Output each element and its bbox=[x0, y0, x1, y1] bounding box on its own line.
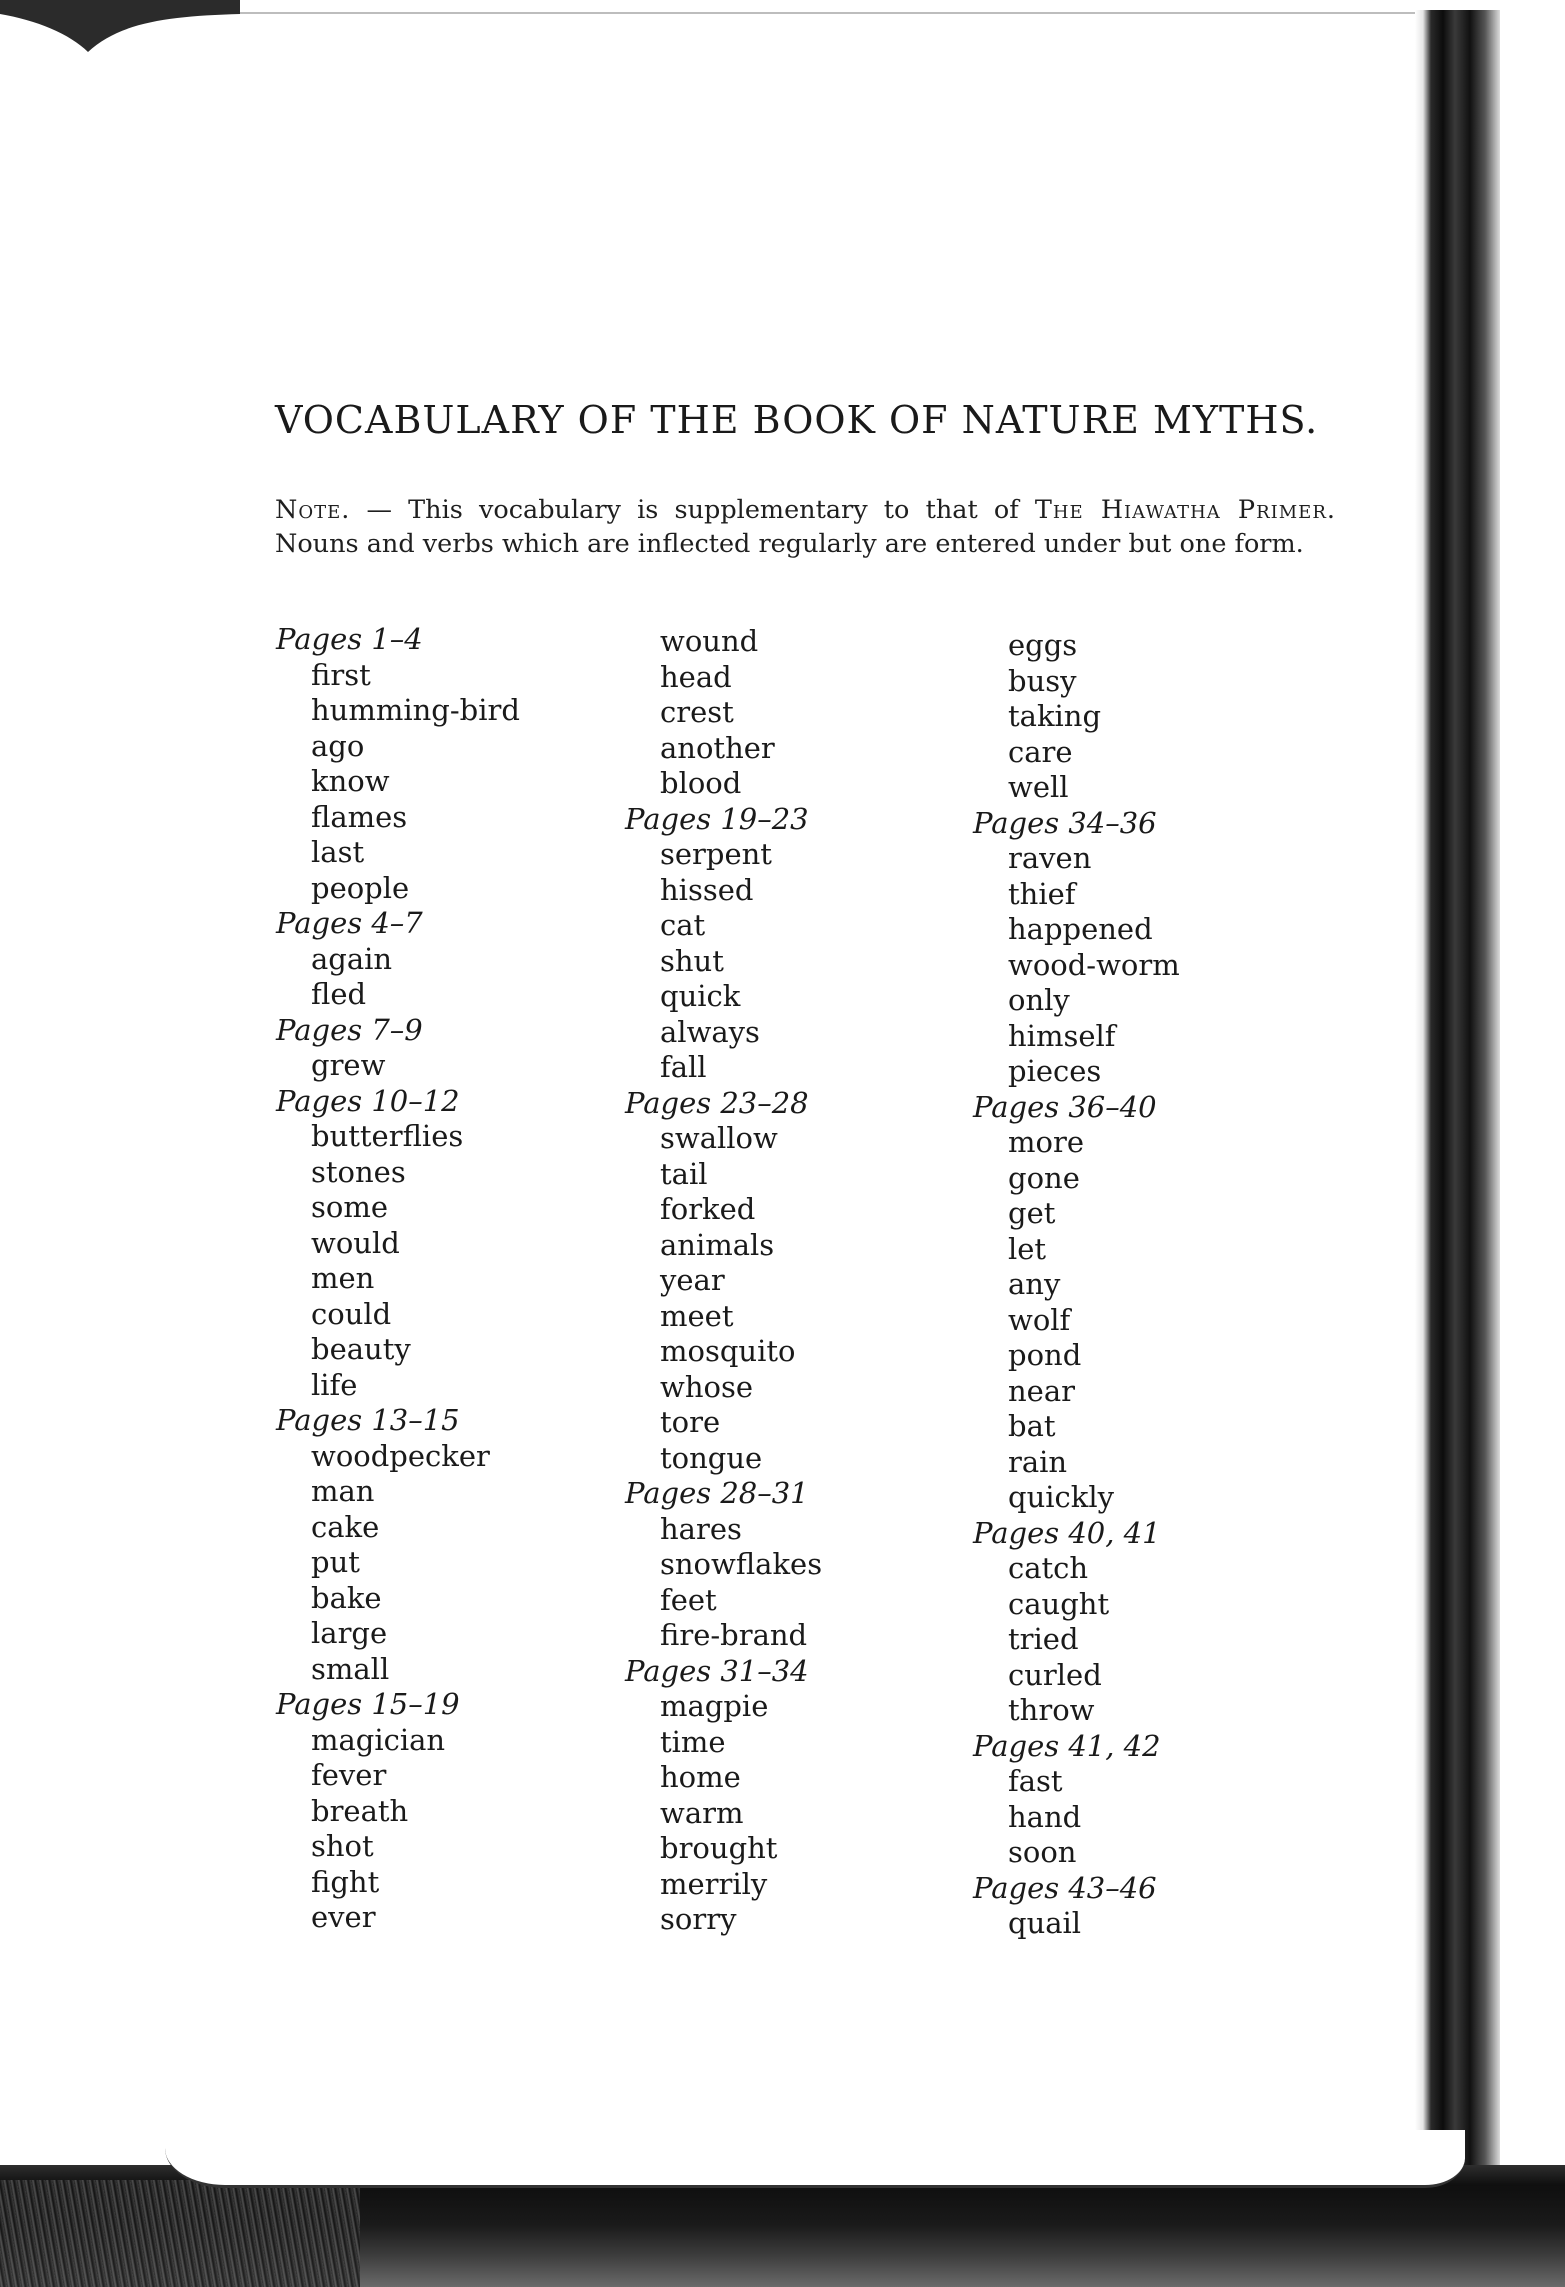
vocabulary-word: men bbox=[311, 1261, 375, 1295]
page-range-heading: Pages 1–4 bbox=[276, 622, 423, 656]
vocabulary-word: swallow bbox=[660, 1121, 778, 1155]
page-range-heading: Pages 31–34 bbox=[625, 1653, 809, 1688]
vocabulary-word: thief bbox=[1008, 876, 1076, 911]
vocabulary-word: happened bbox=[1008, 912, 1153, 946]
vocabulary-word: bat bbox=[1008, 1409, 1056, 1443]
note-label: Note. bbox=[275, 495, 351, 525]
vocabulary-word: man bbox=[311, 1474, 375, 1508]
page-range-heading: Pages 43–46 bbox=[973, 1870, 1157, 1905]
vocabulary-word: fever bbox=[311, 1758, 387, 1792]
page-range-heading: Pages 40, 41 bbox=[973, 1515, 1161, 1550]
vocabulary-word: year bbox=[660, 1263, 725, 1297]
note-paragraph bbox=[275, 493, 1335, 561]
corner-shadow bbox=[0, 0, 240, 60]
book-spine-shadow bbox=[1415, 10, 1500, 2190]
vocabulary-word: taking bbox=[1008, 699, 1102, 733]
vocabulary-word: meet bbox=[660, 1298, 734, 1333]
vocabulary-word: again bbox=[311, 941, 393, 976]
vocabulary-word: hares bbox=[660, 1511, 742, 1546]
scan-noise bbox=[0, 2180, 360, 2287]
vocabulary-word: whose bbox=[660, 1369, 754, 1404]
vocabulary-word: sorry bbox=[660, 1902, 737, 1936]
vocabulary-word: flames bbox=[311, 799, 408, 834]
vocabulary-word: eggs bbox=[1008, 628, 1078, 662]
vocabulary-word: shut bbox=[660, 943, 724, 978]
vocabulary-word: stones bbox=[311, 1154, 406, 1189]
vocabulary-word: well bbox=[1008, 770, 1069, 804]
vocabulary-word: busy bbox=[1008, 663, 1077, 698]
page-range-heading: Pages 13–15 bbox=[276, 1403, 460, 1437]
note-text-after: . Nouns and verbs which are inflected regularly are entered under but one form. bbox=[275, 495, 1335, 559]
vocabulary-word: magician bbox=[311, 1722, 446, 1757]
vocabulary-word: quail bbox=[1008, 1906, 1082, 1940]
vocabulary-column-2 bbox=[625, 624, 822, 1938]
vocabulary-word: himself bbox=[1008, 1018, 1116, 1053]
vocabulary-word: breath bbox=[311, 1793, 409, 1828]
vocabulary-word: put bbox=[311, 1545, 360, 1579]
vocabulary-word: only bbox=[1008, 983, 1070, 1017]
page-range-heading: Pages 36–40 bbox=[973, 1089, 1157, 1124]
vocabulary-word: shot bbox=[311, 1829, 374, 1863]
vocabulary-word: more bbox=[1008, 1125, 1084, 1159]
vocabulary-word: fast bbox=[1008, 1764, 1063, 1798]
vocabulary-word: fled bbox=[311, 977, 367, 1011]
vocabulary-word: hand bbox=[1008, 1799, 1082, 1834]
vocabulary-word: bake bbox=[311, 1580, 382, 1615]
vocabulary-word: first bbox=[311, 657, 371, 692]
vocabulary-word: soon bbox=[1008, 1835, 1077, 1869]
vocabulary-word: quick bbox=[660, 979, 741, 1013]
vocabulary-word: always bbox=[660, 1014, 760, 1049]
page-range-heading: Pages 34–36 bbox=[973, 805, 1157, 840]
page-range-heading: Pages 7–9 bbox=[276, 1012, 423, 1047]
vocabulary-word: magpie bbox=[660, 1689, 769, 1723]
vocabulary-word: care bbox=[1008, 734, 1073, 769]
vocabulary-word: warm bbox=[660, 1795, 744, 1830]
note-dash: — bbox=[350, 495, 409, 525]
vocabulary-word: raven bbox=[1008, 841, 1092, 875]
vocabulary-word: forked bbox=[660, 1192, 756, 1226]
vocabulary-word: gone bbox=[1008, 1160, 1080, 1195]
vocabulary-word: home bbox=[660, 1760, 741, 1794]
vocabulary-word: wolf bbox=[1008, 1302, 1071, 1337]
vocabulary-word: people bbox=[311, 870, 410, 905]
book-name: The Hiawatha Primer bbox=[1034, 495, 1327, 525]
vocabulary-word: mosquito bbox=[660, 1334, 796, 1368]
vocabulary-word: head bbox=[660, 659, 732, 694]
vocabulary-word: throw bbox=[1008, 1693, 1095, 1727]
vocabulary-word: small bbox=[311, 1651, 390, 1686]
vocabulary-word: beauty bbox=[311, 1332, 411, 1366]
vocabulary-word: ago bbox=[311, 728, 365, 763]
page-bottom-curve bbox=[165, 2130, 1465, 2188]
vocabulary-word: pond bbox=[1008, 1338, 1082, 1372]
vocabulary-word: snowflakes bbox=[660, 1547, 823, 1581]
vocabulary-word: humming-bird bbox=[311, 693, 520, 727]
vocabulary-word: time bbox=[660, 1724, 726, 1759]
vocabulary-word: would bbox=[311, 1225, 400, 1260]
vocabulary-word: fall bbox=[660, 1050, 707, 1084]
vocabulary-word: tried bbox=[1008, 1622, 1079, 1656]
vocabulary-word: tongue bbox=[660, 1440, 763, 1475]
vocabulary-word: cake bbox=[311, 1509, 380, 1544]
vocabulary-word: woodpecker bbox=[311, 1438, 490, 1473]
vocabulary-word: large bbox=[311, 1616, 388, 1650]
vocabulary-word: hissed bbox=[660, 872, 754, 907]
vocabulary-word: could bbox=[311, 1296, 392, 1331]
page-range-heading: Pages 10–12 bbox=[276, 1083, 460, 1118]
page-top-edge bbox=[230, 12, 1550, 14]
note-text-before: This vocabulary is supplementary to that of bbox=[408, 495, 1035, 525]
vocabulary-word: cat bbox=[660, 908, 706, 942]
vocabulary-column-1 bbox=[276, 622, 520, 1936]
vocabulary-word: any bbox=[1008, 1267, 1061, 1301]
vocabulary-word: ever bbox=[311, 1900, 376, 1934]
vocabulary-word: catch bbox=[1008, 1551, 1089, 1585]
vocabulary-column-3 bbox=[973, 628, 1180, 1942]
vocabulary-word: tore bbox=[660, 1405, 721, 1439]
page-range-heading: Pages 41, 42 bbox=[973, 1728, 1161, 1763]
vocabulary-word: serpent bbox=[660, 837, 772, 871]
page-range-heading: Pages 19–23 bbox=[625, 801, 809, 836]
vocabulary-word: butterflies bbox=[311, 1119, 464, 1153]
vocabulary-word: life bbox=[311, 1367, 358, 1402]
vocabulary-word: last bbox=[311, 835, 365, 869]
vocabulary-word: fight bbox=[311, 1864, 380, 1899]
vocabulary-word: animals bbox=[660, 1227, 775, 1262]
vocabulary-word: know bbox=[311, 764, 390, 798]
vocabulary-word: quickly bbox=[1008, 1480, 1114, 1514]
page-margin-right bbox=[1500, 0, 1565, 2287]
vocabulary-word: tail bbox=[660, 1156, 708, 1191]
vocabulary-word: another bbox=[660, 730, 775, 765]
vocabulary-word: let bbox=[1008, 1231, 1047, 1266]
vocabulary-word: get bbox=[1008, 1196, 1056, 1230]
vocabulary-word: some bbox=[311, 1190, 389, 1224]
vocabulary-word: blood bbox=[660, 766, 742, 800]
vocabulary-word: brought bbox=[660, 1831, 778, 1865]
vocabulary-word: wound bbox=[660, 624, 759, 658]
vocabulary-word: wood-worm bbox=[1008, 947, 1180, 982]
vocabulary-word: feet bbox=[660, 1582, 717, 1617]
page-title: VOCABULARY OF THE BOOK OF NATURE MYTHS. bbox=[275, 398, 1319, 442]
vocabulary-word: grew bbox=[311, 1048, 386, 1082]
vocabulary-word: curled bbox=[1008, 1657, 1102, 1692]
vocabulary-word: fire-brand bbox=[660, 1618, 808, 1652]
vocabulary-word: crest bbox=[660, 695, 734, 729]
page-range-heading: Pages 28–31 bbox=[625, 1476, 809, 1510]
page-range-heading: Pages 15–19 bbox=[276, 1687, 460, 1721]
vocabulary-word: caught bbox=[1008, 1586, 1110, 1621]
page-range-heading: Pages 4–7 bbox=[276, 906, 423, 940]
page-range-heading: Pages 23–28 bbox=[625, 1085, 809, 1120]
vocabulary-word: near bbox=[1008, 1373, 1075, 1408]
vocabulary-word: pieces bbox=[1008, 1054, 1102, 1088]
vocabulary-word: merrily bbox=[660, 1866, 768, 1901]
vocabulary-word: rain bbox=[1008, 1444, 1068, 1479]
